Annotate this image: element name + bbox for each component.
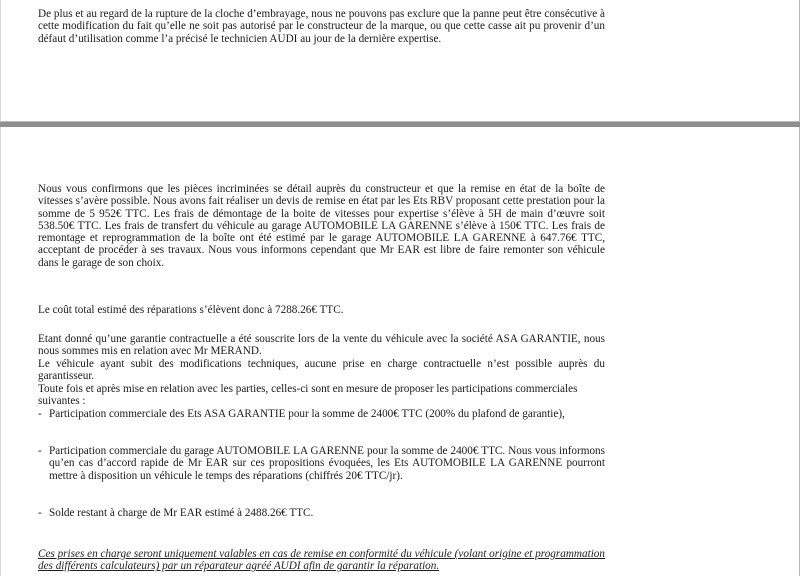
paragraph-total-cost: Le coût total estimé des réparations s’élèvent donc à 7288.26€ TTC. (38, 304, 344, 316)
list-item (38, 445, 605, 482)
bullet-dash: - (38, 507, 42, 519)
bullet-remaining-balance: Solde restant à charge de Mr EAR estimé à 2488.26€ TTC. (49, 507, 314, 519)
paragraph-warranty: Etant donné qu’une garantie contractuelle a été souscrite lors de la vente du véhicule avec la société ASA GARANTIE, nous nous sommes mis en relation avec Mr MERAND. (38, 333, 605, 358)
bullet-dash: - (38, 408, 42, 420)
bullet-dash: - (38, 445, 42, 457)
footnote-conditions: Ces prises en charge seront uniquement valables en cas de remise en conformité du véhicule (volant origine et programmation des différents calculateurs) par un réparateur agréé AUDI afin de garantir la réparation. (38, 548, 605, 573)
document-page-1 (0, 0, 800, 122)
list-item (38, 507, 605, 519)
paragraph-repair-quote: Nous vous confirmons que les pièces incriminées se détail auprès du constructeur et que la remise en état de la boîte de vitesses s’avère possible. Nous avons fait réaliser un devis de remise en état par les Ets RBV proposant cette prestation pour la somme de 5 952€ TTC. Les frais de démontage de la boite de vitesses pour expertise s’élève à 5H de main d’œuvre soit 538.50€ TTC. Les frais de transfert du véhicule au garage AUTOMOBILE LA GARENNE s’élève à 150€ TTC. Les frais de remontage et reprogrammation de la boîte ont été estimé par le garage AUTOMOBILE LA GARENNE à 647.76€ TTC, acceptant de procéder à ses travaux. Nous vous informons cependant que Mr EAR est libre de faire remonter son véhicule dans le garage de son choix. (38, 183, 605, 269)
bullet-automobile-la-garenne: Participation commerciale du garage AUTOMOBILE LA GARENNE pour la somme de 2400€ TTC. Nous vous informons qu’en cas d’accord rapide de Mr EAR sur ces propositions évoquées, les Ets AUTOMOBILE LA GARENNE pourront mettre à disposition un véhicule le temps des réparations (chiffrés 20€ TTC/jr). (49, 445, 605, 482)
bullet-asa-garantie: Participation commerciale des Ets ASA GARANTIE pour la somme de 2400€ TTC (200% du plafond de garantie), (49, 408, 565, 420)
paragraph-clutch-rupture: De plus et au regard de la rupture de la cloche d’embrayage, nous ne pouvons pas exclure que la panne peut être consécutive à cette modification du fait qu’elle ne soit pas autorisé par le constructeur de la marque, ou que cette casse ait pu provenir d’un défaut d’utilisation comme l’a précisé le technicien AUDI au jour de la dernière expertise. (38, 8, 605, 45)
paragraph-participations-intro: Toute fois et après mise en relation avec les parties, celles-ci sont en mesure de proposer les participations commerciales suivantes : (38, 383, 578, 408)
paragraph-no-coverage: Le véhicule ayant subit des modifications techniques, aucune prise en charge contractuelle n’est possible auprès du garantisseur. (38, 358, 605, 383)
list-item (38, 408, 605, 420)
document-page-2 (0, 127, 800, 576)
